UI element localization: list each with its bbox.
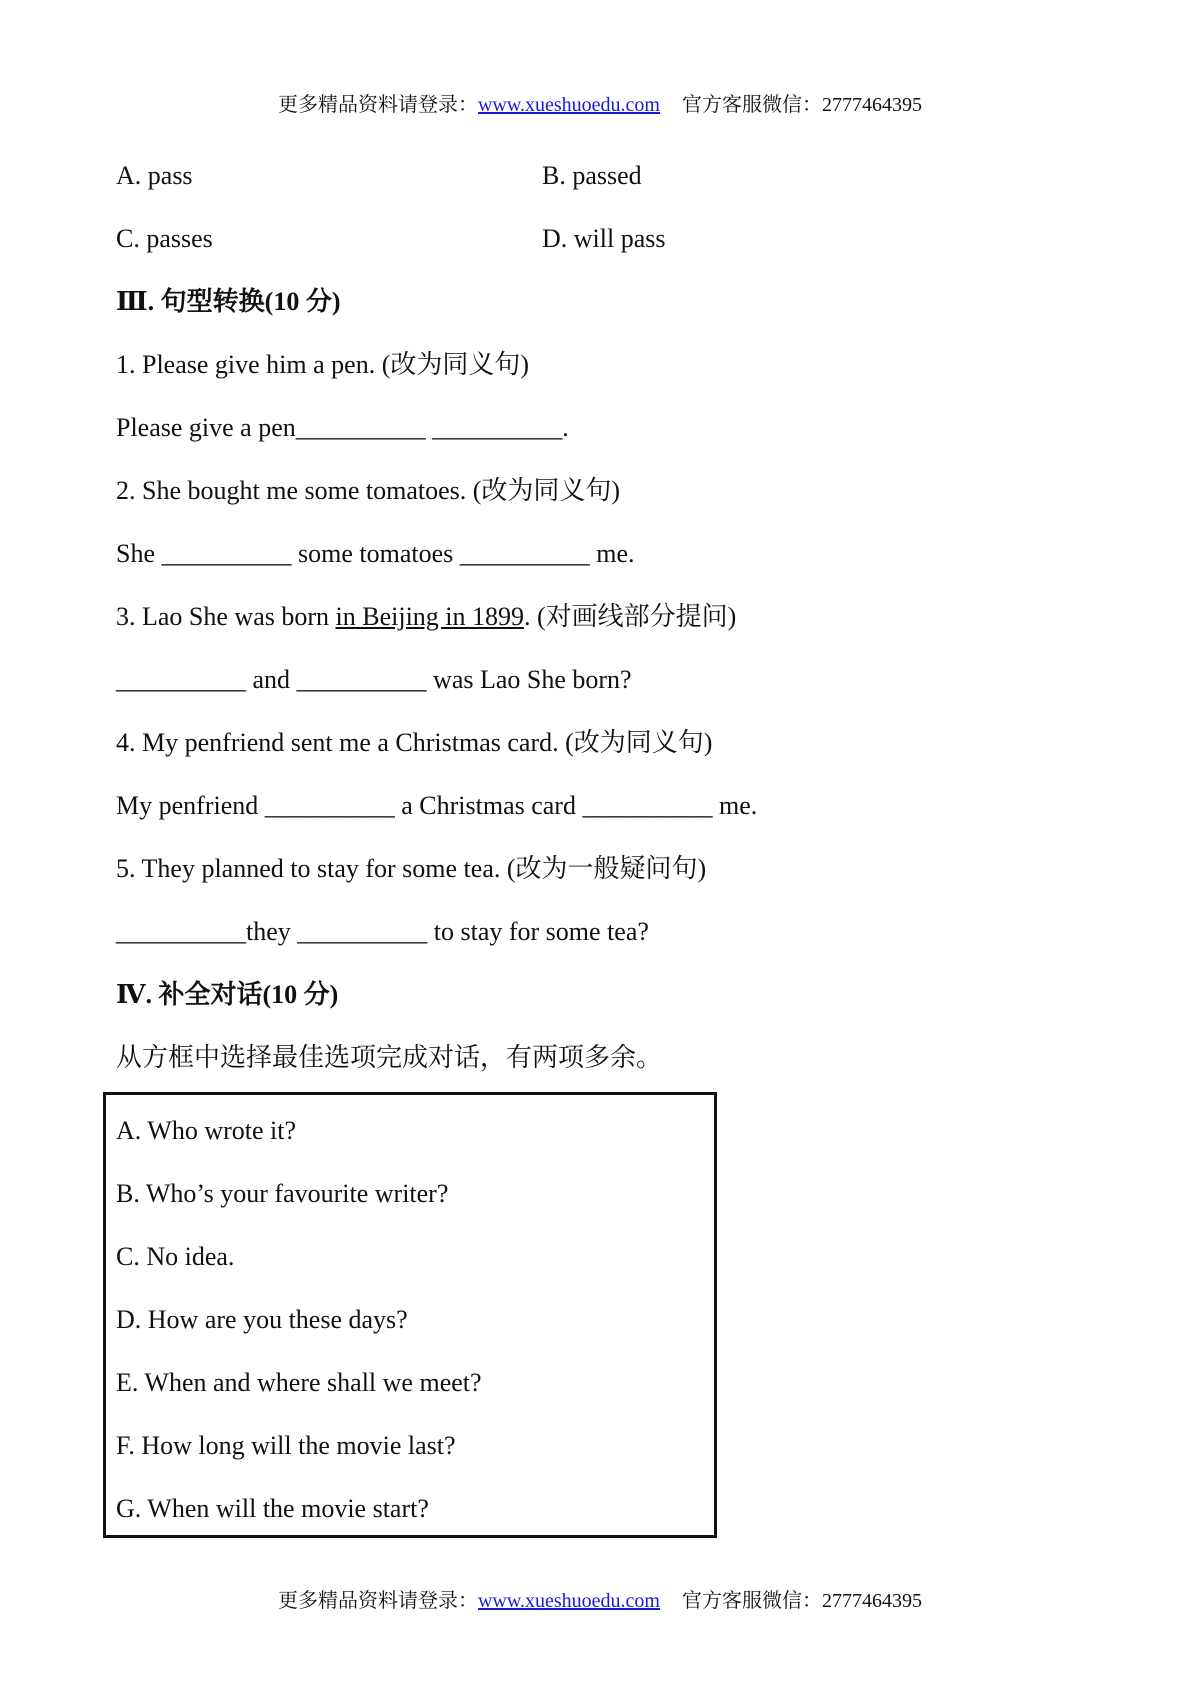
choice-e: E. When and where shall we meet?: [116, 1368, 482, 1397]
question-3-underlined: in Beijing in 1899: [335, 602, 525, 631]
choice-a: A. Who wrote it?: [116, 1116, 297, 1145]
header-prefix: 更多精品资料请登录：: [277, 94, 478, 116]
choice-d: D. How are you these days?: [116, 1305, 408, 1334]
question-5: 5. They planned to stay for some tea. (改为一般疑问句): [116, 854, 707, 883]
section4-instruction: 从方框中选择最佳选项完成对话，有两项多余。: [116, 1043, 663, 1072]
choice-f: F. How long will the movie last?: [116, 1431, 456, 1460]
question-3: [116, 601, 736, 633]
section3-heading: Ⅲ. 句型转换(10 分): [116, 287, 341, 316]
footer-prefix: 更多精品资料请登录：: [277, 1590, 478, 1612]
option-a: A. pass: [116, 161, 193, 190]
option-b: B. passed: [542, 161, 642, 190]
answer-5: __________they __________ to stay for some tea?: [116, 917, 649, 946]
option-d: D. will pass: [542, 224, 666, 253]
section4-heading: Ⅳ. 补全对话(10 分): [116, 980, 339, 1009]
footer-service: 官方客服微信：2777464395: [682, 1590, 922, 1612]
answer-1: Please give a pen__________ __________.: [116, 413, 569, 442]
footer-link[interactable]: www.xueshuoedu.com: [477, 1590, 660, 1612]
answer-4: My penfriend __________ a Christmas card __________ me.: [116, 791, 758, 820]
question-2: 2. She bought me some tomatoes. (改为同义句): [116, 476, 621, 505]
choice-b: B. Who’s your favourite writer?: [116, 1179, 449, 1208]
answer-2: She __________ some tomatoes __________ me.: [116, 539, 635, 568]
page-header: [0, 88, 1200, 117]
header-service: 官方客服微信：2777464395: [682, 94, 922, 116]
question-3-before: 3. Lao She was born: [116, 602, 336, 631]
page-footer: [0, 1584, 1200, 1613]
choice-g: G. When will the movie start?: [116, 1494, 429, 1523]
answer-3: __________ and __________ was Lao She born?: [116, 665, 632, 694]
choice-c: C. No idea.: [116, 1242, 235, 1271]
header-link[interactable]: www.xueshuoedu.com: [477, 94, 660, 116]
option-c: C. passes: [116, 224, 213, 253]
question-1: 1. Please give him a pen. (改为同义句): [116, 350, 530, 379]
choices-box: [103, 1092, 717, 1538]
question-3-after: . (对画线部分提问): [524, 602, 737, 631]
question-4: 4. My penfriend sent me a Christmas card. (改为同义句): [116, 728, 713, 757]
